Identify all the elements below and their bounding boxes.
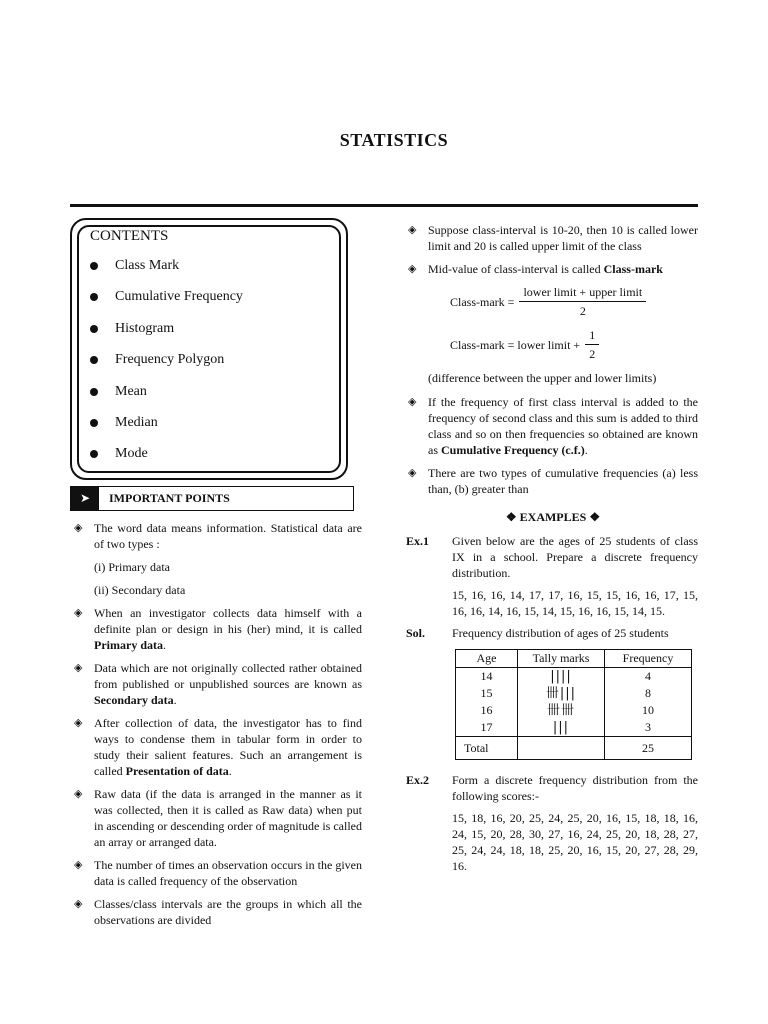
point-item: ◈ If the frequency of first class interval is added to the frequency of second class and this sum is added to third class and so on then frequencies so obtained are known as Cumulative Frequency (c.f.). [408, 395, 698, 457]
contents-item: Mean [88, 384, 243, 415]
example-text: Form a discrete frequency distribution from the following scores:- [452, 773, 698, 803]
point-item: ◈ Suppose class-interval is 10-20, then 10 is called lower limit and 20 is called upper limit of the class [408, 223, 698, 253]
point-item: ◈ When an investigator collects data himself with a definite plan or design in his (her) mind, it is called Primary data. [74, 606, 362, 652]
bullet-icon [90, 293, 98, 301]
diamond-bullet-icon: ◈ [408, 263, 417, 275]
diamond-bullet-icon: ◈ [74, 522, 83, 534]
diamond-bullet-icon: ◈ [74, 717, 83, 729]
diamond-bullet-icon: ◈ [74, 662, 83, 674]
point-item: ◈ Mid-value of class-interval is called Class-mark [408, 262, 663, 276]
diamond-bullet-icon: ◈ [408, 224, 417, 236]
contents-item: Mode [88, 446, 243, 477]
contents-item: Frequency Polygon [88, 352, 243, 383]
right-column [408, 222, 698, 880]
table-row: 14 |||| 4 [456, 668, 692, 686]
page-title: STATISTICS [339, 130, 449, 150]
table-row: 17 ||| 3 [456, 719, 692, 737]
point-item: ◈ There are two types of cumulative frequencies (a) less than, (b) greater than [408, 466, 698, 496]
diamond-bullet-icon: ◈ [408, 396, 417, 408]
point-item: ◈ The word data means information. Statistical data are of two types : [74, 521, 362, 551]
important-points-label: IMPORTANT POINTS [109, 491, 230, 505]
bullet-icon [90, 262, 98, 270]
diamond-bullet-icon: ◈ [408, 467, 417, 479]
diamond-bullet-icon: ◈ [74, 859, 83, 871]
point-item: ◈ Raw data (if the data is arranged in the manner as it was collected, then it is called as Raw data) when put in ascending or descending order of magnitude is called an array or arranged data. [74, 787, 362, 849]
contents-item: Median [88, 415, 243, 446]
example-data: 15, 16, 16, 14, 17, 17, 16, 15, 15, 16, 16, 17, 15, 16, 16, 14, 16, 15, 14, 15, 16, 16, 15, 14, 15. [452, 588, 698, 618]
fraction: $\frac{1}{2}$ [585, 327, 599, 362]
example-text: Given below are the ages of 25 students of class IX in a school. Prepare a discrete frequency distribution. [452, 534, 698, 580]
bullet-icon [90, 450, 98, 458]
fraction: $\frac{\text{lower limit + upper limit}}{2}$ [519, 284, 646, 319]
sub-item: (ii) Secondary data [94, 583, 186, 597]
frequency-table [455, 649, 692, 760]
class-mark-formula: Class-mark = $\frac{\text{lower limit + upper limit}}{2}$ [450, 284, 698, 319]
sub-item: (i) Primary data [94, 560, 170, 574]
tally-marks: 卌卌 [518, 702, 605, 719]
class-mark-formula-alt: Class-mark = lower limit + $\frac{1}{2}$ [450, 327, 698, 362]
contents-item: Cumulative Frequency [88, 289, 243, 320]
point-item: ◈ Classes/class intervals are the groups in which all the observations are divided [74, 897, 362, 927]
table-header: Age [456, 650, 518, 668]
table-total-row: Total 25 [456, 737, 692, 760]
table-header: Frequency [605, 650, 692, 668]
bullet-icon [90, 419, 98, 427]
contents-list [88, 258, 243, 478]
table-header-row [456, 650, 692, 668]
example-label: Ex.1 [406, 534, 430, 548]
bullet-icon [90, 356, 98, 364]
left-column [74, 520, 362, 935]
example-label: Ex.2 [406, 773, 430, 787]
solution-text: Frequency distribution of ages of 25 students [452, 626, 669, 640]
title-divider [70, 204, 698, 207]
contents-item: Class Mark [88, 258, 243, 289]
solution-1 [408, 625, 698, 760]
contents-item: Histogram [88, 321, 243, 352]
formula-note: (difference between the upper and lower limits) [428, 371, 657, 385]
table-row: 16 卌卌 10 [456, 702, 692, 719]
point-item: ◈ Data which are not originally collected rather obtained from published or unpublished sources are known as Secondary data. [74, 661, 362, 707]
example-data: 15, 18, 16, 20, 25, 24, 25, 20, 16, 15, 18, 18, 16, 24, 15, 20, 28, 30, 27, 16, 24, 25, 20, 18, 28, 27, 25, 24, 24, 18, 18, 25, 20, 16, 15, 20, 27, 28, 29, 16. [452, 811, 698, 873]
tally-marks: |||| [518, 668, 605, 686]
contents-box [70, 218, 348, 480]
tally-marks: 卌||| [518, 685, 605, 702]
diamond-bullet-icon: ◈ [74, 607, 83, 619]
solution-label: Sol. [406, 626, 426, 640]
example-1 [408, 533, 698, 619]
example-2 [408, 772, 698, 874]
bullet-icon [90, 388, 98, 396]
examples-heading: ❖ EXAMPLES ❖ [505, 510, 601, 524]
bullet-icon [90, 325, 98, 333]
table-row: 15 卌||| 8 [456, 685, 692, 702]
table-header: Tally marks [518, 650, 605, 668]
important-points-bar [70, 486, 354, 511]
point-item: ◈ The number of times an observation occurs in the given data is called frequency of the observation [74, 858, 362, 888]
arrow-icon: ➤ [71, 487, 99, 510]
tally-marks: ||| [518, 719, 605, 737]
point-item: ◈ After collection of data, the investigator has to find ways to condense them in tabular form in order to study their salient features. Such an arrangement is called Presentation of data. [74, 716, 362, 778]
contents-heading: CONTENTS [90, 228, 169, 244]
diamond-bullet-icon: ◈ [74, 898, 83, 910]
diamond-bullet-icon: ◈ [74, 788, 83, 800]
